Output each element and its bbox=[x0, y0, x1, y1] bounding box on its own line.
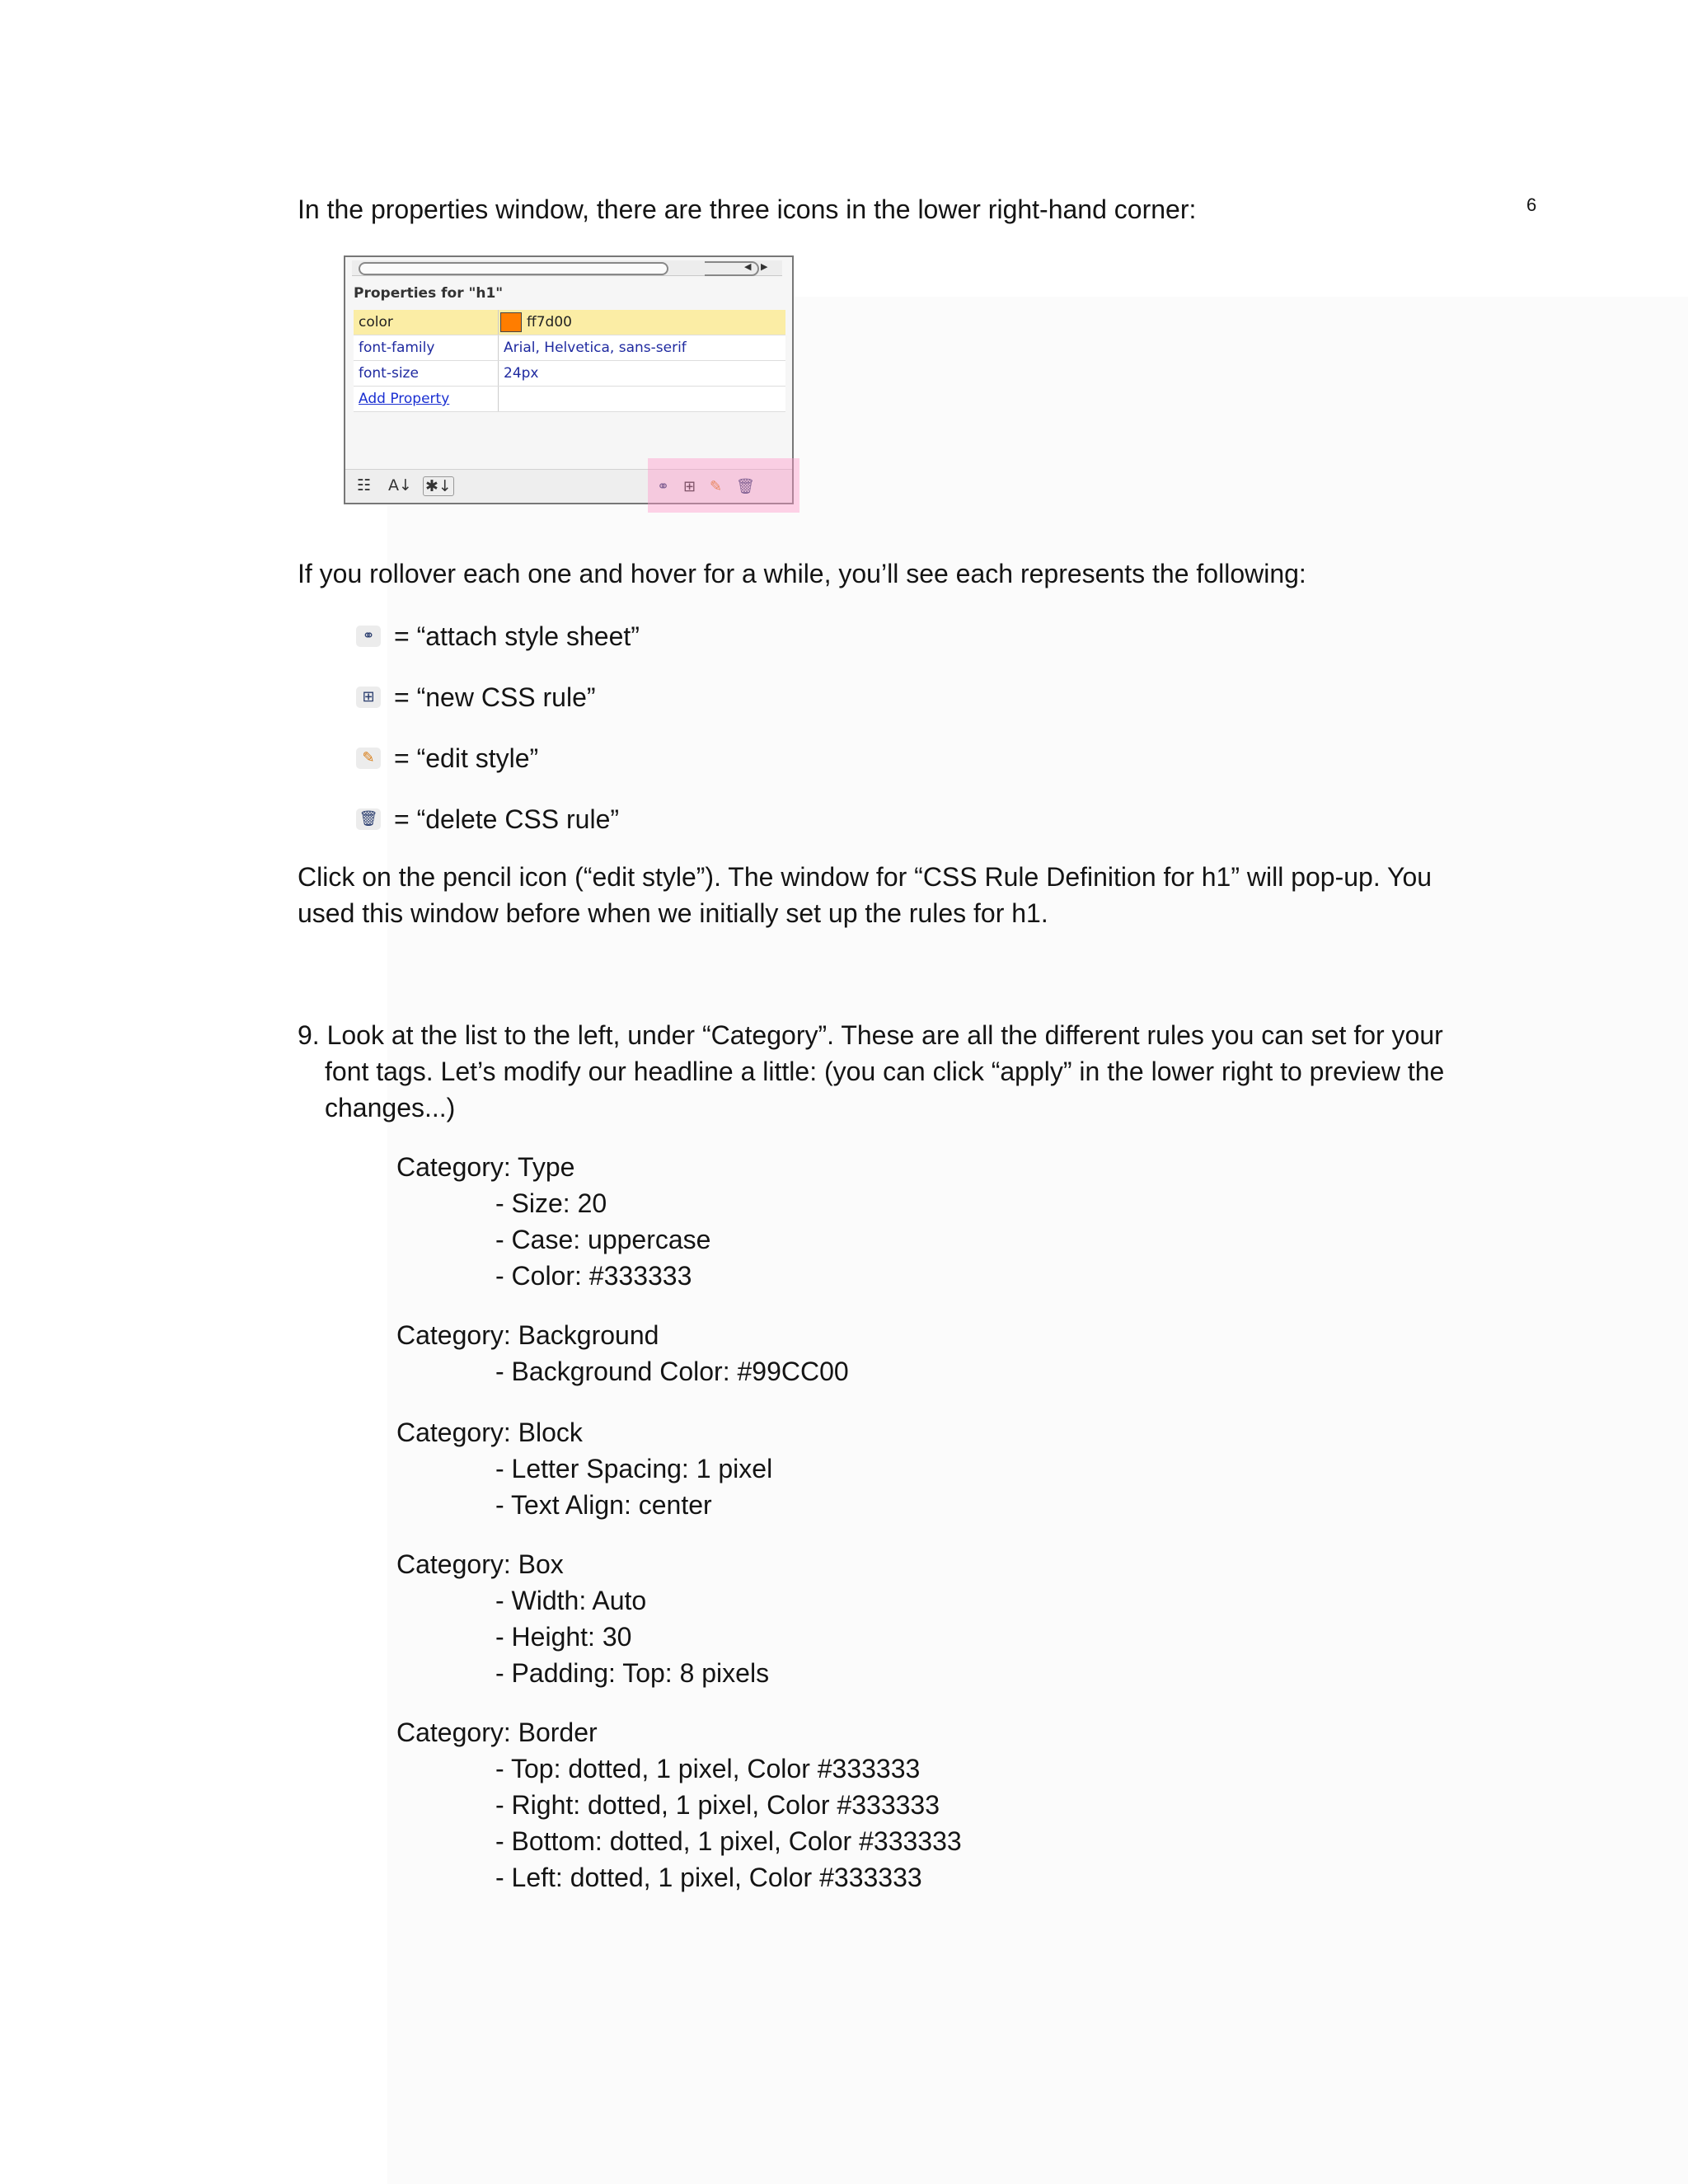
category-item: - Background Color: #99CC00 bbox=[495, 1357, 849, 1386]
category-item: - Bottom: dotted, 1 pixel, Color #333333 bbox=[495, 1826, 962, 1856]
color-swatch[interactable] bbox=[500, 312, 522, 332]
category-label: Category: Box bbox=[396, 1549, 564, 1579]
scroll-left-arrow-icon[interactable]: ◀ bbox=[744, 262, 752, 272]
click-text-line-2: used this window before when we initially set up the rules for h1. bbox=[298, 898, 1048, 928]
intro-text: In the properties window, there are three icons in the lower right-hand corner: bbox=[298, 194, 1197, 224]
property-name: font-size bbox=[354, 361, 499, 387]
property-value: 24px bbox=[499, 361, 786, 387]
icon-desc: = “edit style” bbox=[394, 743, 539, 773]
property-row-add[interactable] bbox=[354, 387, 785, 412]
icon-highlight bbox=[648, 458, 799, 513]
page-number: 6 bbox=[1526, 194, 1537, 215]
click-text-line-1: Click on the pencil icon (“edit style”). The window for “CSS Rule Definition for h1” will pop-up. You bbox=[298, 862, 1432, 892]
category-item: - Case: uppercase bbox=[495, 1225, 711, 1254]
category-item: - Width: Auto bbox=[495, 1586, 647, 1615]
step9-line-1: 9. Look at the list to the left, under “Category”. These are all the different rules you can set for your bbox=[298, 1020, 1443, 1050]
icon-legend-attach bbox=[356, 620, 640, 653]
category-item: - Text Align: center bbox=[495, 1490, 712, 1520]
category-item: - Height: 30 bbox=[495, 1622, 632, 1652]
category-item: - Color: #333333 bbox=[495, 1261, 692, 1291]
property-name: font-family bbox=[354, 335, 499, 361]
step9-line-3: changes...) bbox=[325, 1093, 456, 1122]
new-css-rule-icon[interactable]: ⊞ bbox=[683, 478, 696, 495]
delete-css-rule-icon[interactable]: 🗑 bbox=[736, 478, 755, 495]
scroll-right-arrow-icon[interactable]: ▶ bbox=[761, 262, 768, 272]
category-item: - Size: 20 bbox=[495, 1188, 607, 1218]
alphabetical-view-icon[interactable]: A↓ bbox=[388, 476, 412, 494]
category-item: - Letter Spacing: 1 pixel bbox=[495, 1454, 773, 1483]
attach-style-sheet-icon[interactable]: ⚭ bbox=[657, 478, 670, 495]
property-value bbox=[499, 310, 786, 335]
category-item: - Top: dotted, 1 pixel, Color #333333 bbox=[495, 1754, 921, 1783]
icon-legend-edit bbox=[356, 742, 538, 775]
icon-desc: = “attach style sheet” bbox=[394, 621, 640, 651]
color-value: ff7d00 bbox=[527, 314, 572, 330]
attach-style-sheet-icon: ⚭ bbox=[356, 626, 381, 647]
category-item: - Right: dotted, 1 pixel, Color #333333 bbox=[495, 1790, 940, 1820]
category-item: - Left: dotted, 1 pixel, Color #333333 bbox=[495, 1863, 922, 1892]
category-label: Category: Border bbox=[396, 1718, 598, 1747]
add-property-link[interactable]: Add Property bbox=[359, 391, 450, 407]
property-value: Arial, Helvetica, sans-serif bbox=[499, 335, 786, 361]
icon-legend-delete bbox=[356, 803, 619, 836]
new-css-rule-icon: ⊞ bbox=[356, 687, 381, 708]
category-view-icon[interactable]: ☷ bbox=[357, 476, 372, 494]
property-name: color bbox=[354, 310, 499, 335]
rollover-text: If you rollover each one and hover for a while, you’ll see each represents the following: bbox=[298, 559, 1306, 588]
properties-table bbox=[354, 310, 785, 412]
delete-css-rule-icon: 🗑 bbox=[356, 808, 381, 830]
scroll-thumb[interactable] bbox=[359, 262, 668, 275]
icon-desc: = “new CSS rule” bbox=[394, 682, 596, 712]
category-label: Category: Type bbox=[396, 1152, 575, 1182]
category-item: - Padding: Top: 8 pixels bbox=[495, 1658, 770, 1688]
horizontal-scrollbar[interactable] bbox=[352, 260, 782, 276]
set-properties-view-icon[interactable]: ✱↓ bbox=[423, 476, 454, 496]
panel-title: Properties for "h1" bbox=[354, 285, 504, 302]
property-row-color[interactable] bbox=[354, 310, 785, 335]
category-label: Category: Background bbox=[396, 1320, 659, 1350]
category-label: Category: Block bbox=[396, 1418, 583, 1447]
property-row-font-size[interactable] bbox=[354, 361, 785, 387]
edit-style-icon: ✎ bbox=[356, 748, 381, 769]
icon-legend-new-rule bbox=[356, 681, 596, 714]
step9-line-2: font tags. Let’s modify our headline a little: (you can click “apply” in the lower right to preview the bbox=[325, 1057, 1445, 1086]
icon-desc: = “delete CSS rule” bbox=[394, 804, 620, 834]
edit-style-icon[interactable]: ✎ bbox=[710, 478, 723, 495]
property-row-font-family[interactable] bbox=[354, 335, 785, 361]
